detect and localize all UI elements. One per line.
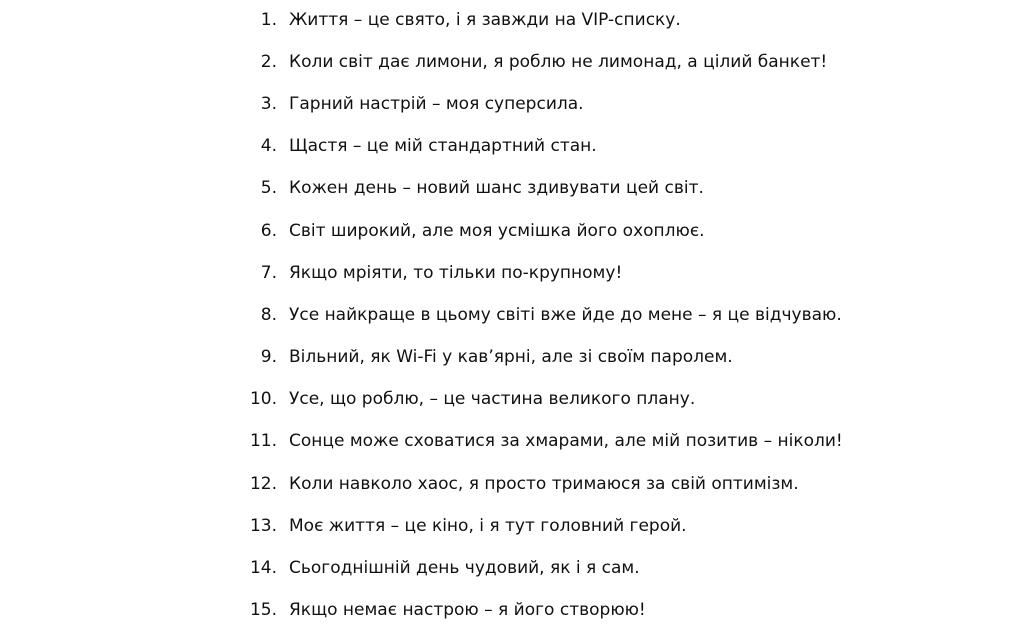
list-item-number: 3. xyxy=(260,94,277,114)
list-item-number: 14. xyxy=(249,558,277,578)
list-item-text: Усе найкраще в цьому світі вже йде до мене – я це відчуваю. xyxy=(289,305,842,325)
list-item-text: Щастя – це мій стандартний стан. xyxy=(289,136,597,156)
list-item-text: Світ широкий, але моя усмішка його охоплює. xyxy=(289,221,705,241)
list-item-number: 12. xyxy=(249,474,277,494)
list-item xyxy=(0,470,1022,498)
list-item xyxy=(0,343,1022,371)
list-item-text: Коли світ дає лимони, я роблю не лимонад, а цілий банкет! xyxy=(289,52,828,72)
list-item-number: 2. xyxy=(260,52,277,72)
list-item xyxy=(0,217,1022,245)
list-item-number: 7. xyxy=(260,263,277,283)
list-item-text: Сонце може сховатися за хмарами, але мій позитив – ніколи! xyxy=(289,431,843,451)
list-item-number: 10. xyxy=(249,389,277,409)
list-item xyxy=(0,554,1022,582)
list-item-number: 11. xyxy=(249,431,277,451)
list-item xyxy=(0,596,1022,624)
list-item-number: 13. xyxy=(249,516,277,536)
list-item-number: 4. xyxy=(260,136,277,156)
list-item-text: Вільний, як Wi-Fi у кав’ярні, але зі своїм паролем. xyxy=(289,347,733,367)
list-item-number: 1. xyxy=(260,10,277,30)
list-item xyxy=(0,259,1022,287)
list-item xyxy=(0,90,1022,118)
list-item-text: Гарний настрій – моя суперсила. xyxy=(289,94,584,114)
list-item-text: Життя – це свято, і я завжди на VIP-списку. xyxy=(289,10,681,30)
list-item xyxy=(0,301,1022,329)
list-item xyxy=(0,512,1022,540)
list-item xyxy=(0,132,1022,160)
list-item-text: Якщо мріяти, то тільки по-крупному! xyxy=(289,263,623,283)
list-item-number: 6. xyxy=(260,221,277,241)
list-item-text: Сьогоднішній день чудовий, як і я сам. xyxy=(289,558,640,578)
list-item-number: 15. xyxy=(249,600,277,620)
list-item-number: 8. xyxy=(260,305,277,325)
list-item xyxy=(0,427,1022,455)
list-item-text: Моє життя – це кіно, і я тут головний герой. xyxy=(289,516,687,536)
list-item xyxy=(0,6,1022,34)
list-item-number: 9. xyxy=(260,347,277,367)
list-item-text: Якщо немає настрою – я його створюю! xyxy=(289,600,646,620)
list-item-number: 5. xyxy=(260,178,277,198)
list-item-text: Кожен день – новий шанс здивувати цей світ. xyxy=(289,178,704,198)
list-item-text: Коли навколо хаос, я просто тримаюся за свій оптимізм. xyxy=(289,474,799,494)
list-item xyxy=(0,48,1022,76)
list-item xyxy=(0,174,1022,202)
list-item xyxy=(0,385,1022,413)
list-item-text: Усе, що роблю, – це частина великого плану. xyxy=(289,389,696,409)
